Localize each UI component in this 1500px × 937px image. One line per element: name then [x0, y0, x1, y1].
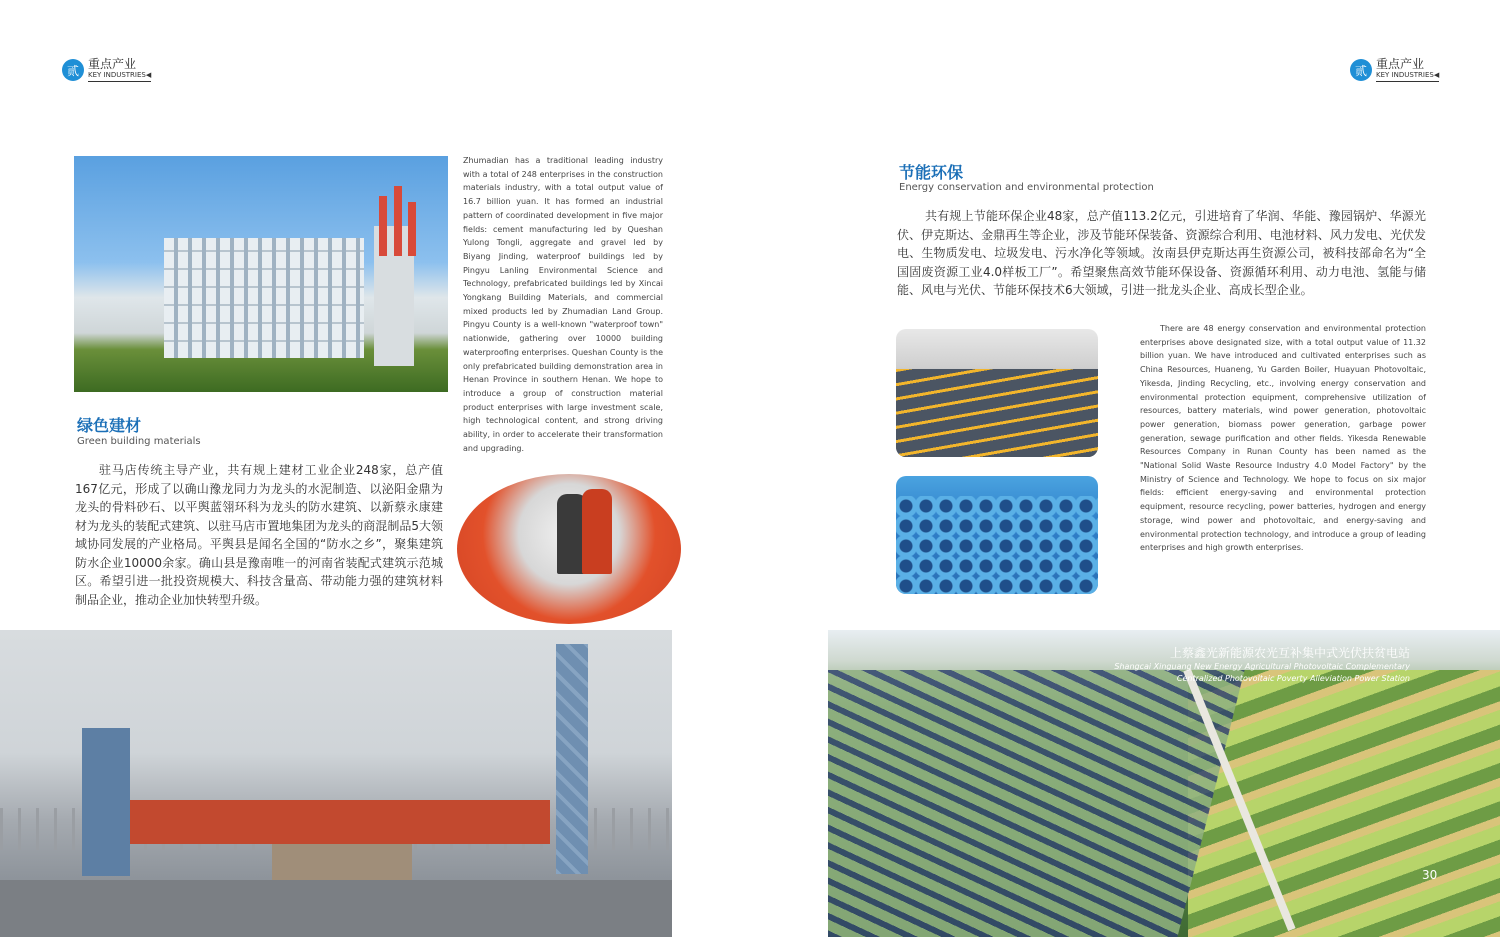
green-title-cn: 绿色建材: [77, 416, 142, 435]
energy-title-en: Energy conservation and environmental protection: [899, 182, 1154, 193]
energy-title-cn: 节能环保: [899, 163, 964, 182]
header-title-en: KEY INDUSTRIES◀: [88, 72, 151, 82]
factory-building-photo: [74, 156, 448, 392]
header-title-cn: 重点产业: [88, 57, 137, 71]
solar-caption-en1: Shangcai Xinguang New Energy Agricultural Photovoltaic Complementary: [1114, 662, 1410, 671]
header-title-en: KEY INDUSTRIES◀: [1376, 72, 1439, 82]
energy-body-en: There are 48 energy conservation and environmental protection enterprises above designated size, with a total output value of 11.32 billion yuan. We have introduced and cultivated enterprises such as China Resources, Huaneng, Yu Garden Boiler, Huayuan Photovoltaic, Yikesda, Jinding Recycling, etc., involving energy conservation and environmental protection equipment, comprehensive utilization of resources, battery materials, wind power generation, photovoltaic power generation, biomass power generation, garbage power generation, sewage purification and other fields. Yikesda Renewable Resources Company in Runan County has been named as the "National Solid Waste Resource Industry 4.0 Model Factory" by the Ministry of Science and Technology. We hope to focus on six major fields: efficient energy-saving and environmental protection equipment, resource recycling, power batteries, hydrogen and energy storage, wind power and photovoltaic, and energy-saving and environmental protection technology, and introduce a group of leading enterprises and high growth enterprises.: [1140, 324, 1426, 553]
solar-caption: [1114, 644, 1410, 685]
workers-photo: [457, 474, 681, 624]
header-title-cn: 重点产业: [1376, 57, 1425, 71]
solar-caption-cn: 上蔡鑫光新能源农光互补集中式光伏扶贫电站: [1169, 646, 1410, 660]
company-gate-photo: [0, 630, 672, 937]
chapter-icon: 贰: [62, 59, 84, 81]
green-title-en: Green building materials: [77, 436, 201, 447]
solar-farm-photo: [828, 630, 1500, 937]
page-number: 30: [1422, 868, 1438, 882]
green-body-en: Zhumadian has a traditional leading industry with a total of 248 enterprises in the construction materials industry, with a total output value of 16.7 billion yuan. It has formed an industrial pattern of coordinated development in five major fields: cement manufacturing led by Queshan Yulong Tongli, aggregate and gravel led by Biyang Jinding, waterproof buildings led by Pingyu Lanling Environmental Science and Technology, prefabricated buildings led by Xincai Yongkang Building Materials, and commercial mixed products led by Zhumadian Land Group. Pingyu County is a well-known "waterproof town" nationwide, gathering over 10000 building waterproofing enterprises. Queshan County is the only prefabricated building demonstration area in Henan Province in southern Henan. We hope to introduce a group of construction material product enterprises with large investment scale, high technological content, and strong driving ability, in order to accelerate their transformation and upgrading.: [463, 156, 663, 453]
solar-caption-en2: Centralized Photovoltaic Poverty Alleviation Power Station: [1176, 674, 1410, 683]
production-line-photo: [896, 329, 1098, 457]
green-body-cn: 驻马店传统主导产业，共有规上建材工业企业248家，总产值167亿元，形成了以确山豫龙同力为龙头的水泥制造、以泌阳金鼎为龙头的骨料砂石、以平舆蓝翎环科为龙头的防水建筑、以新蔡永康建材为龙头的装配式建筑、以驻马店市置地集团为龙头的商混制品5大领域协同发展的产业格局。平舆县是闻名全国的“防水之乡”，聚集建筑防水企业10000余家。确山县是豫南唯一的河南省装配式建筑示范城区。希望引进一批投资规模大、科技含量高、带动能力强的建筑材料制品企业，推动企业加快转型升级。: [75, 463, 443, 607]
energy-body-cn: 共有规上节能环保企业48家，总产值113.2亿元，引进培育了华润、华能、豫园锅炉、华源光伏、伊克斯达、金鼎再生等企业，涉及节能环保装备、资源综合利用、电池材料、风力发电、光伏发电、生物质发电、垃圾发电、污水净化等领域。汝南县伊克斯达再生资源公司，被科技部命名为“全国固废资源工业4.0样板工厂”。希望聚焦高效节能环保设备、资源循环利用、动力电池、氢能与储能、风电与光伏、节能环保技术6大领域，引进一批龙头企业、高成长型企业。: [897, 209, 1426, 297]
chapter-icon: 贰: [1350, 59, 1372, 81]
header-badge-right: [1350, 58, 1439, 82]
header-badge-left: [62, 58, 151, 82]
cable-reels-photo: [896, 476, 1098, 594]
